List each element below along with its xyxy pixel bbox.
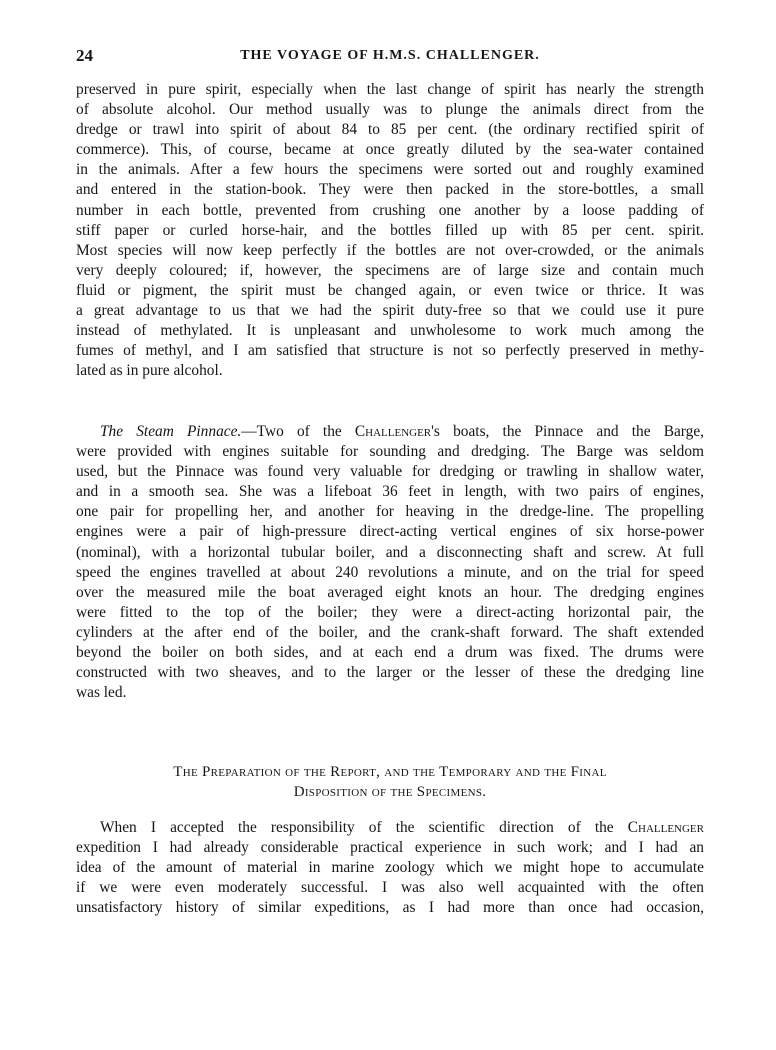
text-line: engines were a pair of high-pressure direct-acting vertical engines of six horse-power (76, 523, 704, 541)
text-line: (nominal), with a horizontal tubular boiler, and a disconnecting shaft and screw. At full (76, 543, 704, 561)
text-line: were fitted to the top of the boiler; they were a direct-acting horizontal pair, the (76, 603, 704, 621)
text-line: commerce). This, of course, became at once greatly diluted by the sea-water contained (76, 141, 704, 159)
section-heading-line: Disposition of the Specimens. (293, 784, 487, 800)
text-line: speed the engines travelled at about 240 revolutions a minute, and on the trial for speed (76, 563, 704, 581)
text-line: dredge or trawl into spirit of about 84 to 85 per cent. (the ordinary rectified spirit of (76, 121, 704, 139)
section-heading-line: The Preparation of the Report, and the Temporary and the Final (173, 764, 607, 780)
text-line: and entered in the station-book. They were then packed in the store-bottles, a small (76, 181, 704, 199)
text-fragment: 's boats, the Pinnace and the Barge, (431, 423, 705, 440)
text-fragment: —Two of the (241, 423, 355, 440)
text-fragment: When I accepted the responsibility of the scientific direction of the (100, 819, 628, 836)
text-line: preserved in pure spirit, especially when the last change of spirit has nearly the strength (76, 81, 704, 98)
text-line: was led. (76, 684, 127, 702)
text-line: fluid or pigment, the spirit must be changed again, or even twice or thrice. It was (76, 281, 704, 299)
text-line: fumes of methyl, and I am satisfied that structure is not so perfectly preserved in methy- (76, 342, 704, 360)
page-number: 24 (76, 46, 93, 65)
text-line: stiff paper or curled horse-hair, and the bottles filled up with 85 per cent. spirit. (76, 221, 704, 239)
text-line: were provided with engines suitable for sounding and dredging. The Barge was seldom (76, 443, 704, 461)
text-line: number in each bottle, prevented from crushing one another by a loose padding of (76, 201, 704, 219)
text-line: of absolute alcohol. Our method usually was to plunge the animals direct from the (76, 101, 704, 119)
text-line (76, 422, 704, 442)
text-line: used, but the Pinnace was found very valuable for dredging or trawling in shallow water, (76, 463, 704, 481)
running-head (76, 46, 704, 70)
text-line: Most species will now keep perfectly if the bottles are not over-crowded, or the animals (76, 241, 704, 259)
text-line: and in a smooth sea. She was a lifeboat 36 feet in length, with two pairs of engines, (76, 483, 704, 501)
text-line: lated as in pure alcohol. (76, 362, 223, 380)
text-line: very deeply coloured; if, however, the specimens are of large size and contain much (76, 261, 704, 279)
text-line: beyond the boiler on both sides, and at each end a drum was fixed. The drums were (76, 644, 704, 662)
text-line (76, 818, 704, 838)
text-line: in the animals. After a few hours the specimens were sorted out and roughly examined (76, 161, 704, 179)
text-line: cylinders at the after end of the boiler, and the crank-shaft forward. The shaft extended (76, 623, 704, 641)
paragraph-report-preparation (76, 818, 704, 918)
text-line: instead of methylated. It is unpleasant and unwholesome to work much among the (76, 322, 704, 340)
ship-name: Challenger (354, 423, 432, 440)
text-line: if we were even moderately successful. I was also well acquainted with the often (76, 879, 704, 897)
section-heading (76, 762, 704, 802)
ship-name: Challenger (627, 819, 704, 836)
text-line: over the measured mile the boat averaged eight knots an hour. The dredging engines (76, 583, 704, 601)
text-line: constructed with two sheaves, and to the larger or the lesser of these the dredging line (76, 664, 704, 682)
paragraph-steam-pinnace (76, 422, 704, 703)
paragraph-lead-title: The Steam Pinnace. (100, 423, 242, 440)
text-line: a great advantage to us that we had the spirit duty-free so that we could use it pure (76, 302, 704, 320)
text-line: unsatisfactory history of similar expeditions, as I had more than once had occasion, (76, 899, 704, 917)
text-line: expedition I had already considerable practical experience in such work; and I had an (76, 839, 704, 857)
text-line: idea of the amount of material in marine zoology which we might hope to accumulate (76, 859, 704, 877)
text-line: one pair for propelling her, and another for heaving in the dredge-line. The propelling (76, 503, 704, 521)
running-title: THE VOYAGE OF H.M.S. CHALLENGER. (240, 48, 540, 63)
paragraph-spirit-preservation (76, 80, 704, 381)
